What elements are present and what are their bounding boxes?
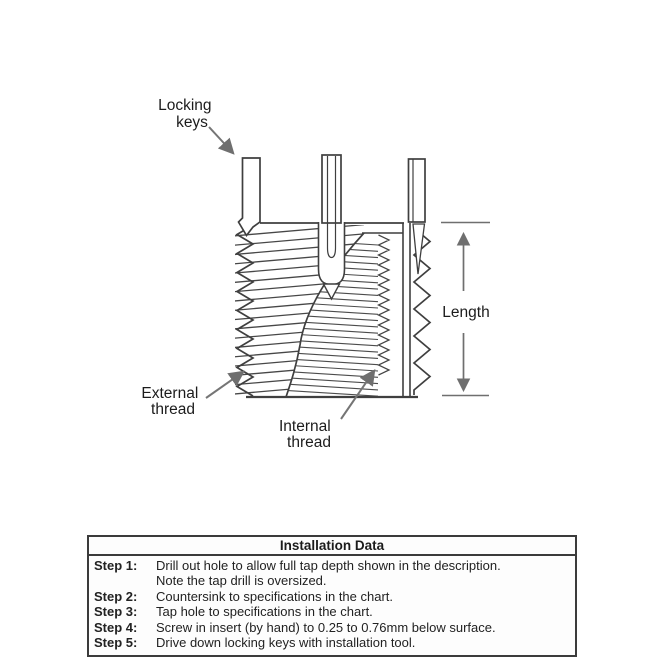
step-text: Tap hole to specifications in the chart. bbox=[156, 604, 373, 620]
locking-key-right-lower bbox=[413, 224, 425, 274]
locking-key-right bbox=[409, 159, 426, 222]
step-label bbox=[94, 573, 156, 588]
table-body bbox=[89, 556, 575, 655]
step-label: Step 3: bbox=[94, 604, 138, 620]
label-length: Length bbox=[442, 304, 490, 321]
installation-data-table bbox=[87, 535, 577, 657]
label-internal-thread: Internal thread bbox=[278, 418, 331, 451]
step-text: Screw in insert (by hand) to 0.25 to 0.76mm below surface. bbox=[156, 619, 496, 635]
step-label: Step 4: bbox=[94, 619, 138, 635]
locking-key-center-tip bbox=[324, 284, 340, 299]
step-label: Step 5: bbox=[94, 635, 138, 651]
locking-key-center bbox=[322, 155, 341, 223]
locking-keys-arrow bbox=[209, 127, 233, 153]
step-text: Note the tap drill is oversized. bbox=[156, 573, 327, 589]
step-text: Drive down locking keys with installation tool. bbox=[156, 635, 416, 651]
step-text: Drill out hole to allow full tap depth shown in the description. bbox=[156, 558, 501, 573]
table-row bbox=[94, 604, 571, 619]
table-row bbox=[94, 558, 571, 573]
step-text: Countersink to specifications in the chart. bbox=[156, 588, 394, 604]
label-locking-keys: Locking keys bbox=[158, 97, 212, 131]
table-row bbox=[94, 573, 571, 588]
step-label: Step 2: bbox=[94, 588, 138, 604]
locking-key-left bbox=[239, 158, 261, 236]
locking-key-center-body bbox=[319, 222, 345, 285]
label-external-thread: External thread bbox=[141, 385, 199, 418]
table-title: Installation Data bbox=[89, 537, 575, 556]
internal-thread-profile bbox=[379, 235, 390, 375]
locking-keys bbox=[239, 155, 426, 299]
table-row bbox=[94, 620, 571, 635]
step-label: Step 1: bbox=[94, 558, 138, 573]
table-row bbox=[94, 635, 571, 650]
table-row bbox=[94, 589, 571, 604]
internal-thread-arrow bbox=[341, 371, 374, 419]
external-thread-profile-left bbox=[237, 225, 253, 396]
